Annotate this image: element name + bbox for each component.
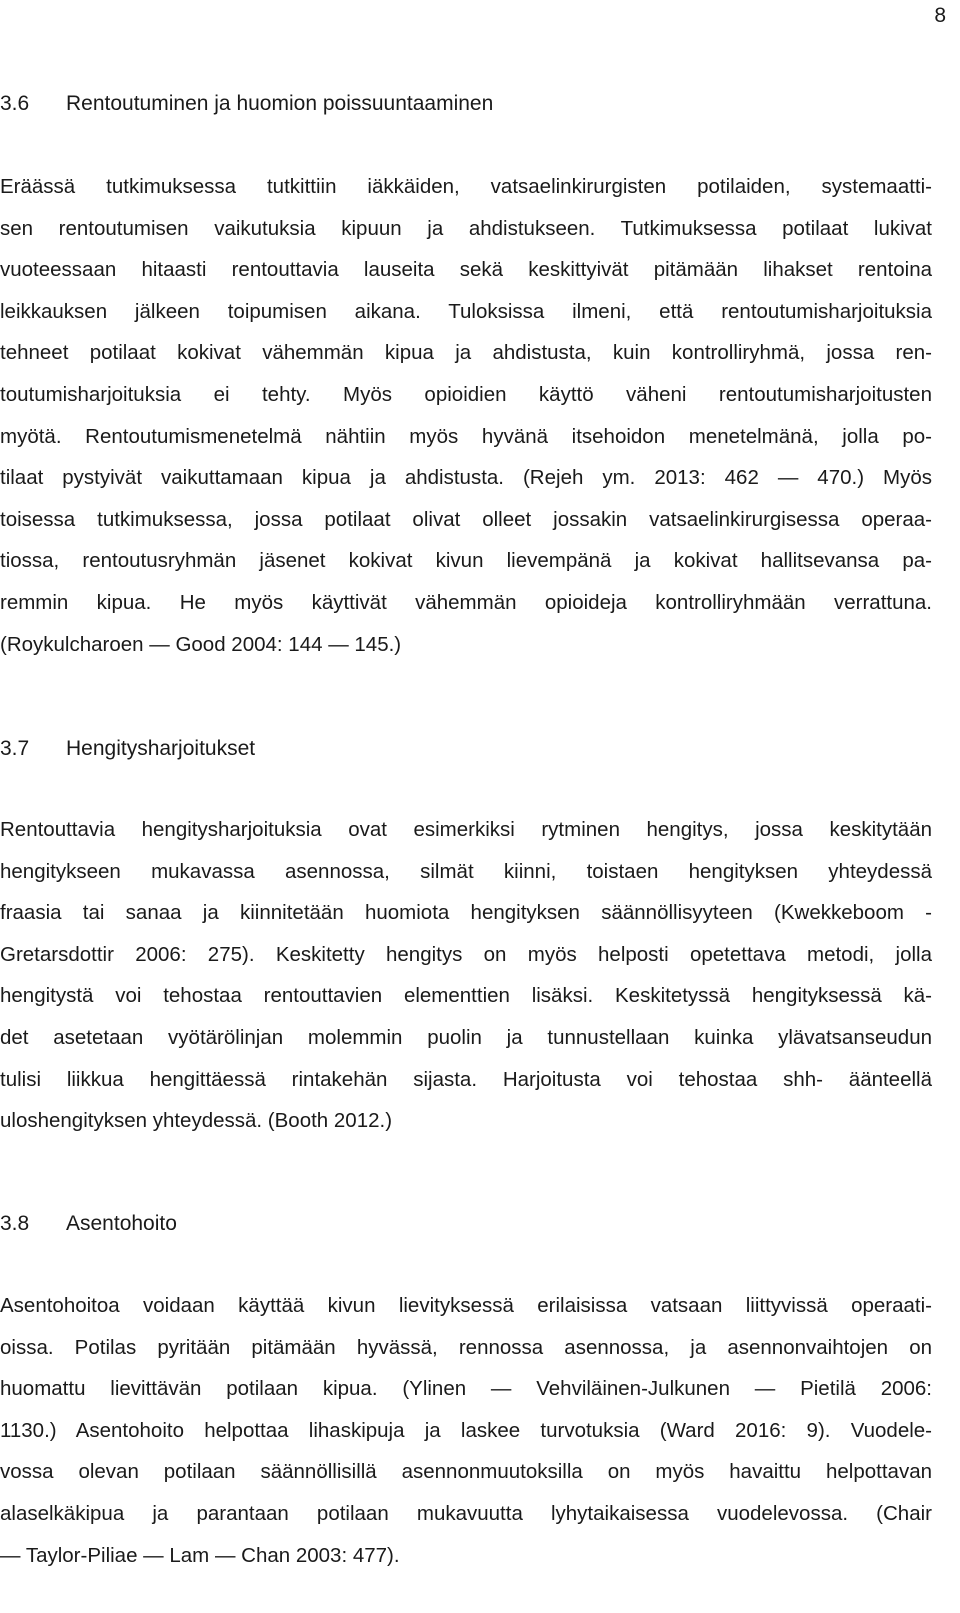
section-title: Rentoutuminen ja huomion poissuuntaaminen — [66, 92, 494, 115]
paragraph-line: alaselkäkipua ja parantaan potilaan mukavuutta lyhytaikaisessa vuodelevossa. (Chair — [0, 1501, 932, 1525]
paragraph-line: oissa. Potilas pyritään pitämään hyvässä, rennossa asennossa, ja asennonvaihtojen on — [0, 1335, 932, 1359]
paragraph-line: hengitystä voi tehostaa rentouttavien elementtien lisäksi. Keskitetyssä hengityksessä kä- — [0, 984, 932, 1008]
section-number: 3.6 — [0, 92, 30, 115]
paragraph-line: myötä. Rentoutumismenetelmä nähtiin myös hyvänä itsehoidon menetelmänä, jolla po- — [0, 424, 932, 448]
section-heading-3-8 — [0, 1210, 177, 1238]
paragraph-line: vuoteessaan hitaasti rentouttavia lauseita sekä keskittyivät pitämään lihakset rentoina — [0, 258, 932, 282]
paragraph-line: tiossa, rentoutusryhmän jäsenet kokivat kivun lievempänä ja kokivat hallitsevansa pa- — [0, 549, 932, 573]
section-paragraph-3-8 — [0, 1285, 932, 1576]
paragraph-line: leikkauksen jälkeen toipumisen aikana. Tuloksissa ilmeni, että rentoutumisharjoituksia — [0, 299, 932, 323]
section-heading-3-7 — [0, 735, 255, 763]
section-paragraph-3-6 — [0, 166, 932, 665]
section-heading-3-6 — [0, 90, 493, 118]
paragraph-line: det asetetaan vyötärölinjan molemmin puolin ja tunnustellaan kuinka ylävatsanseudun — [0, 1025, 932, 1049]
paragraph-line: toutumisharjoituksia ei tehty. Myös opioidien käyttö väheni rentoutumisharjoitusten — [0, 382, 932, 406]
paragraph-line: hengitykseen mukavassa asennossa, silmät kiinni, toistaen hengityksen yhteydessä — [0, 859, 932, 883]
paragraph-line: tilaat pystyivät vaikuttamaan kipua ja ahdistusta. (Rejeh ym. 2013: 462 — 470.) Myös — [0, 466, 932, 490]
paragraph-line: uloshengityksen yhteydessä. (Booth 2012.) — [0, 1109, 393, 1133]
paragraph-line: toisessa tutkimuksessa, jossa potilaat olivat olleet jossakin vatsaelinkirurgisessa operaa- — [0, 507, 932, 531]
paragraph-line: Gretarsdottir 2006: 275). Keskitetty hengitys on myös helposti opetettava metodi, jolla — [0, 942, 932, 966]
paragraph-line: — Taylor-Piliae — Lam — Chan 2003: 477). — [0, 1543, 400, 1567]
paragraph-line: remmin kipua. He myös käyttivät vähemmän opioideja kontrolliryhmään verrattuna. — [0, 590, 932, 614]
section-number: 3.8 — [0, 1212, 30, 1235]
section-paragraph-3-7 — [0, 809, 932, 1142]
page-number: 8 — [934, 4, 946, 27]
paragraph-line: Rentouttavia hengitysharjoituksia ovat esimerkiksi rytminen hengitys, jossa keskitytään — [0, 818, 932, 841]
section-number: 3.7 — [0, 737, 30, 760]
paragraph-line: tulisi liikkua hengittäessä rintakehän sijasta. Harjoitusta voi tehostaa shh- äänteellä — [0, 1067, 932, 1091]
section-title: Hengitysharjoitukset — [66, 737, 256, 760]
paragraph-line: 1130.) Asentohoito helpottaa lihaskipuja ja laskee turvotuksia (Ward 2016: 9). Vuodele- — [0, 1418, 932, 1442]
paragraph-line: (Roykulcharoen — Good 2004: 144 — 145.) — [0, 632, 402, 656]
paragraph-line: Asentohoitoa voidaan käyttää kivun lievityksessä erilaisissa vatsaan liittyvissä operaati- — [0, 1294, 932, 1317]
paragraph-line: huomattu lievittävän potilaan kipua. (Ylinen — Vehviläinen-Julkunen — Pietilä 2006: — [0, 1377, 932, 1401]
paragraph-line: vossa olevan potilaan säännöllisillä asennonmuutoksilla on myös havaittu helpottavan — [0, 1460, 932, 1484]
paragraph-line: tehneet potilaat kokivat vähemmän kipua ja ahdistusta, kuin kontrolliryhmä, jossa ren- — [0, 341, 932, 365]
paragraph-line: fraasia tai sanaa ja kiinnitetään huomiota hengityksen säännöllisyyteen (Kwekkeboom - — [0, 901, 932, 925]
section-title: Asentohoito — [66, 1212, 177, 1235]
paragraph-line: sen rentoutumisen vaikutuksia kipuun ja ahdistukseen. Tutkimuksessa potilaat lukivat — [0, 216, 932, 240]
paragraph-line: Eräässä tutkimuksessa tutkittiin iäkkäiden, vatsaelinkirurgisten potilaiden, systemaatti- — [0, 175, 932, 198]
